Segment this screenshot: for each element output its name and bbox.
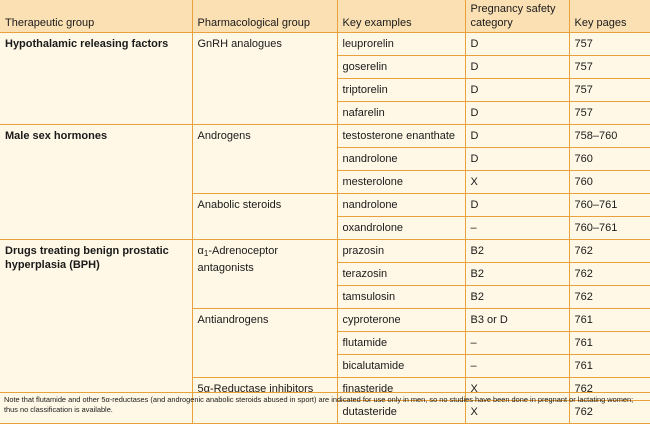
pregnancy-category-cell: X (465, 378, 569, 401)
header-key-examples: Key examples (337, 0, 465, 33)
key-pages-cell: 760–761 (569, 194, 650, 217)
header-pregnancy-category: Pregnancy safety category (465, 0, 569, 33)
key-pages-cell: 761 (569, 332, 650, 355)
key-pages-cell: 761 (569, 309, 650, 332)
key-pages-cell: 757 (569, 56, 650, 79)
key-pages-cell: 758–760 (569, 125, 650, 148)
pregnancy-category-cell: B2 (465, 240, 569, 263)
key-example-cell: mesterolone (337, 171, 465, 194)
key-example-cell: terazosin (337, 263, 465, 286)
pregnancy-category-cell: D (465, 102, 569, 125)
key-example-cell: flutamide (337, 332, 465, 355)
therapeutic-group-cell: Drugs treating benign prostatic hyperplasia (BPH) (0, 240, 192, 424)
pregnancy-category-cell: D (465, 148, 569, 171)
key-pages-cell: 757 (569, 102, 650, 125)
key-example-cell: nandrolone (337, 194, 465, 217)
pharmacological-group-cell: 5α-Reductase inhibitors (192, 378, 337, 424)
key-example-cell: prazosin (337, 240, 465, 263)
key-example-cell: cyproterone (337, 309, 465, 332)
pregnancy-category-cell: B3 or D (465, 309, 569, 332)
key-example-cell: tamsulosin (337, 286, 465, 309)
pregnancy-category-cell: D (465, 79, 569, 102)
pregnancy-category-cell: X (465, 401, 569, 424)
pharmacological-group-cell: Antiandrogens (192, 309, 337, 378)
key-pages-cell: 757 (569, 79, 650, 102)
key-pages-cell: 760 (569, 148, 650, 171)
key-example-cell: goserelin (337, 56, 465, 79)
pregnancy-category-cell: D (465, 194, 569, 217)
key-example-cell: triptorelin (337, 79, 465, 102)
key-pages-cell: 762 (569, 401, 650, 424)
header-pharmacological-group: Pharmacological group (192, 0, 337, 33)
pregnancy-category-cell: – (465, 355, 569, 378)
pregnancy-category-cell: – (465, 332, 569, 355)
alpha-symbol: α (197, 245, 204, 257)
key-example-cell: dutasteride (337, 401, 465, 424)
table-row (0, 33, 650, 56)
pregnancy-category-cell: – (465, 217, 569, 240)
pregnancy-category-cell: B2 (465, 263, 569, 286)
alpha-subscript: 1 (203, 249, 209, 258)
footnote: Note that flutamide and other 5α-reductases (and androgenic anabolic steroids abused in sport) are indicated for use only in men, so no studies have been done in pregnant or lactating women; thus no classification is available. (0, 392, 650, 418)
key-example-cell: nafarelin (337, 102, 465, 125)
pregnancy-category-cell: D (465, 125, 569, 148)
key-pages-cell: 762 (569, 378, 650, 401)
pharmacological-group-cell (192, 240, 337, 309)
pregnancy-category-cell: X (465, 171, 569, 194)
header-key-pages: Key pages (569, 0, 650, 33)
key-pages-cell: 761 (569, 355, 650, 378)
key-example-cell: bicalutamide (337, 355, 465, 378)
key-pages-cell: 762 (569, 286, 650, 309)
pregnancy-category-cell: B2 (465, 286, 569, 309)
key-pages-cell: 762 (569, 263, 650, 286)
pregnancy-category-cell: D (465, 33, 569, 56)
pharmacological-group-cell: Anabolic steroids (192, 194, 337, 240)
therapeutic-group-cell: Male sex hormones (0, 125, 192, 240)
key-example-cell: nandrolone (337, 148, 465, 171)
pharmacological-group-cell: GnRH analogues (192, 33, 337, 125)
pregnancy-category-cell: D (465, 56, 569, 79)
key-pages-cell: 757 (569, 33, 650, 56)
header-row (0, 0, 650, 33)
key-example-cell: oxandrolone (337, 217, 465, 240)
key-example-cell: leuprorelin (337, 33, 465, 56)
key-example-cell: testosterone enanthate (337, 125, 465, 148)
therapeutic-group-cell: Hypothalamic releasing factors (0, 33, 192, 125)
table-row (0, 240, 650, 263)
pharmacological-group-label: -Adrenoceptor antagonists (197, 245, 279, 274)
key-pages-cell: 760 (569, 171, 650, 194)
header-therapeutic-group: Therapeutic group (0, 0, 192, 33)
key-pages-cell: 760–761 (569, 217, 650, 240)
key-pages-cell: 762 (569, 240, 650, 263)
table-row (0, 125, 650, 148)
pharmacological-group-cell: Androgens (192, 125, 337, 194)
key-example-cell: finasteride (337, 378, 465, 401)
